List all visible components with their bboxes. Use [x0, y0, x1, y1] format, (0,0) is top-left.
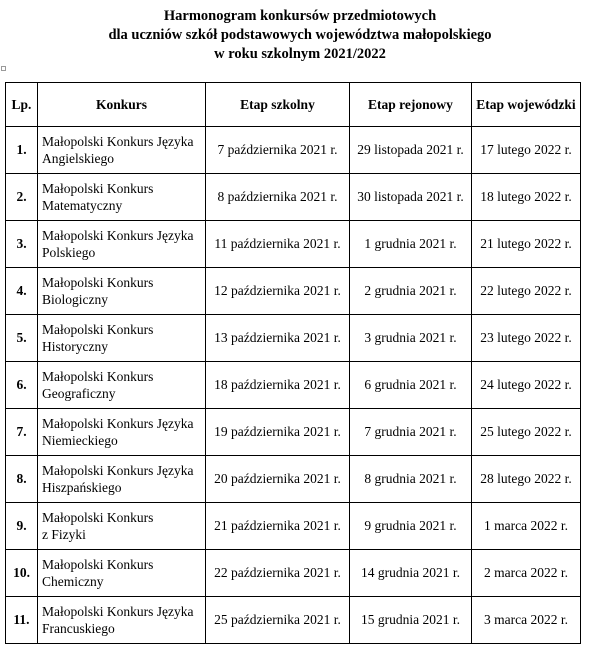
cell-etap-wojewodzki: 23 lutego 2022 r.	[472, 315, 581, 362]
header-konkurs: Konkurs	[38, 83, 206, 127]
cell-konkurs	[38, 362, 206, 409]
cell-etap-wojewodzki: 18 lutego 2022 r.	[472, 174, 581, 221]
cell-konkurs	[38, 597, 206, 644]
table-row	[6, 127, 581, 174]
cell-lp: 9.	[6, 503, 38, 550]
konkurs-line: Małopolski Konkurs	[42, 369, 154, 384]
table-row	[6, 409, 581, 456]
header-etap-rejonowy: Etap rejonowy	[350, 83, 472, 127]
cell-etap-szkolny: 7 października 2021 r.	[206, 127, 350, 174]
cell-etap-wojewodzki: 28 lutego 2022 r.	[472, 456, 581, 503]
table-anchor-handle[interactable]	[1, 66, 6, 71]
document-title	[0, 7, 600, 64]
table-row	[6, 503, 581, 550]
cell-konkurs	[38, 127, 206, 174]
cell-lp: 7.	[6, 409, 38, 456]
cell-etap-rejonowy: 1 grudnia 2021 r.	[350, 221, 472, 268]
table-header-row	[6, 83, 581, 127]
title-line: dla uczniów szkół podstawowych województwa małopolskiego	[108, 27, 492, 43]
cell-konkurs	[38, 268, 206, 315]
konkurs-line: Małopolski Konkurs	[42, 275, 154, 290]
cell-etap-szkolny: 8 października 2021 r.	[206, 174, 350, 221]
konkurs-line: Chemiczny	[42, 574, 104, 589]
konkurs-line: Małopolski Konkurs	[42, 181, 154, 196]
cell-etap-szkolny: 21 października 2021 r.	[206, 503, 350, 550]
konkurs-line: Biologiczny	[42, 292, 108, 307]
cell-konkurs	[38, 409, 206, 456]
cell-etap-wojewodzki: 22 lutego 2022 r.	[472, 268, 581, 315]
cell-etap-szkolny: 13 października 2021 r.	[206, 315, 350, 362]
cell-etap-szkolny: 18 października 2021 r.	[206, 362, 350, 409]
table-row	[6, 174, 581, 221]
cell-etap-szkolny: 19 października 2021 r.	[206, 409, 350, 456]
konkurs-line: Małopolski Konkurs	[42, 322, 154, 337]
cell-etap-rejonowy: 30 listopada 2021 r.	[350, 174, 472, 221]
cell-lp: 10.	[6, 550, 38, 597]
cell-konkurs	[38, 456, 206, 503]
cell-etap-wojewodzki: 1 marca 2022 r.	[472, 503, 581, 550]
cell-lp: 6.	[6, 362, 38, 409]
cell-etap-wojewodzki: 25 lutego 2022 r.	[472, 409, 581, 456]
konkurs-line: Małopolski Konkurs	[42, 510, 154, 525]
konkurs-line: Francuskiego	[42, 621, 115, 636]
cell-etap-wojewodzki: 24 lutego 2022 r.	[472, 362, 581, 409]
cell-lp: 3.	[6, 221, 38, 268]
cell-etap-rejonowy: 2 grudnia 2021 r.	[350, 268, 472, 315]
table-row	[6, 456, 581, 503]
cell-lp: 1.	[6, 127, 38, 174]
table-row	[6, 221, 581, 268]
table-row	[6, 362, 581, 409]
cell-lp: 5.	[6, 315, 38, 362]
cell-etap-rejonowy: 9 grudnia 2021 r.	[350, 503, 472, 550]
cell-etap-wojewodzki: 17 lutego 2022 r.	[472, 127, 581, 174]
table-row	[6, 550, 581, 597]
cell-etap-wojewodzki: 2 marca 2022 r.	[472, 550, 581, 597]
table-row	[6, 315, 581, 362]
cell-etap-rejonowy: 29 listopada 2021 r.	[350, 127, 472, 174]
title-line: Harmonogram konkursów przedmiotowych	[163, 8, 437, 24]
cell-etap-szkolny: 11 października 2021 r.	[206, 221, 350, 268]
konkurs-line: Małopolski Konkurs Języka	[42, 463, 194, 478]
cell-etap-rejonowy: 6 grudnia 2021 r.	[350, 362, 472, 409]
konkurs-line: Polskiego	[42, 245, 96, 260]
konkurs-line: Małopolski Konkurs Języka	[42, 604, 194, 619]
cell-etap-rejonowy: 3 grudnia 2021 r.	[350, 315, 472, 362]
cell-etap-rejonowy: 8 grudnia 2021 r.	[350, 456, 472, 503]
cell-etap-szkolny: 22 października 2021 r.	[206, 550, 350, 597]
konkurs-line: Matematyczny	[42, 198, 123, 213]
cell-konkurs	[38, 550, 206, 597]
title-line: w roku szkolnym 2021/2022	[214, 46, 386, 62]
konkurs-line: Niemieckiego	[42, 433, 118, 448]
konkurs-line: Angielskiego	[42, 151, 114, 166]
table-row	[6, 597, 581, 644]
cell-lp: 8.	[6, 456, 38, 503]
konkurs-line: Małopolski Konkurs Języka	[42, 228, 194, 243]
cell-etap-szkolny: 20 października 2021 r.	[206, 456, 350, 503]
cell-etap-rejonowy: 7 grudnia 2021 r.	[350, 409, 472, 456]
header-lp: Lp.	[6, 83, 38, 127]
header-etap-szkolny: Etap szkolny	[206, 83, 350, 127]
konkurs-line: Hiszpańskiego	[42, 480, 122, 495]
konkurs-line: z Fizyki	[42, 527, 86, 542]
cell-etap-wojewodzki: 21 lutego 2022 r.	[472, 221, 581, 268]
cell-lp: 4.	[6, 268, 38, 315]
konkurs-line: Małopolski Konkurs Języka	[42, 134, 194, 149]
cell-lp: 2.	[6, 174, 38, 221]
header-etap-wojewodzki: Etap wojewódzki	[472, 83, 581, 127]
konkurs-line: Małopolski Konkurs	[42, 557, 154, 572]
cell-etap-szkolny: 12 października 2021 r.	[206, 268, 350, 315]
konkurs-line: Geograficzny	[42, 386, 116, 401]
cell-etap-rejonowy: 15 grudnia 2021 r.	[350, 597, 472, 644]
cell-konkurs	[38, 221, 206, 268]
table-row	[6, 268, 581, 315]
cell-etap-szkolny: 25 października 2021 r.	[206, 597, 350, 644]
cell-lp: 11.	[6, 597, 38, 644]
cell-konkurs	[38, 315, 206, 362]
konkurs-line: Historyczny	[42, 339, 108, 354]
cell-etap-rejonowy: 14 grudnia 2021 r.	[350, 550, 472, 597]
cell-etap-wojewodzki: 3 marca 2022 r.	[472, 597, 581, 644]
cell-konkurs	[38, 503, 206, 550]
schedule-table	[5, 82, 581, 644]
konkurs-line: Małopolski Konkurs Języka	[42, 416, 194, 431]
cell-konkurs	[38, 174, 206, 221]
